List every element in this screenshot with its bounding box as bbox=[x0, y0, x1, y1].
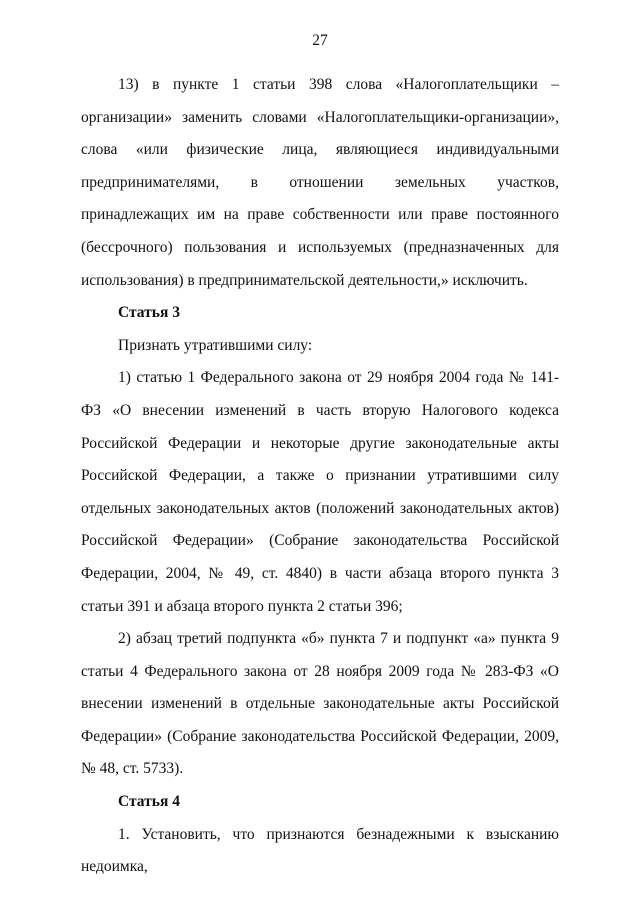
paragraph-item-13: 13) в пункте 1 статьи 398 слова «Налогоплательщики – организации» заменить словами «Налогоплательщики-организации», слова «или физические лица, являющиеся индивидуальными предпринимателями, в отношении земельных участков, принадлежащих им на праве собственности или праве постоянного (бессрочного) пользования и используемых (предназначенных для использования) в предпринимательской деятельности,» исключить. bbox=[81, 76, 559, 289]
article-4-heading: Статья 4 bbox=[118, 793, 180, 811]
article-3-heading: Статья 3 bbox=[118, 304, 180, 322]
document-body bbox=[81, 69, 559, 884]
paragraph-article-4-item-1: 1. Установить, что признаются безнадежными к взысканию недоимка, bbox=[81, 825, 559, 876]
page-number: 27 bbox=[312, 32, 328, 49]
paragraph-invalidate-intro: Признать утратившими силу: bbox=[118, 336, 313, 354]
paragraph-invalidate-item-1: 1) статью 1 Федерального закона от 29 ноября 2004 года № 141-ФЗ «О внесении изменений в часть вторую Налогового кодекса Российской Федерации и некоторые другие законодательные акты Российской Федерации, а также о признании утратившими силу отдельных законодательных актов (положений законодательных актов) Российской Федерации» (Собрание законодательства Российской Федерации, 2004, № 49, ст. 4840) в части абзаца второго пункта 3 статьи 391 и абзаца второго пункта 2 статьи 396; bbox=[81, 369, 559, 615]
paragraph-invalidate-item-2: 2) абзац третий подпункта «б» пункта 7 и подпункт «а» пункта 9 статьи 4 Федерального закона от 28 ноября 2009 года № 283-ФЗ «О внесении изменений в отдельные законодательные акты Российской Федерации» (Собрание законодательства Российской Федерации, 2009, № 48, ст. 5733). bbox=[81, 630, 559, 778]
